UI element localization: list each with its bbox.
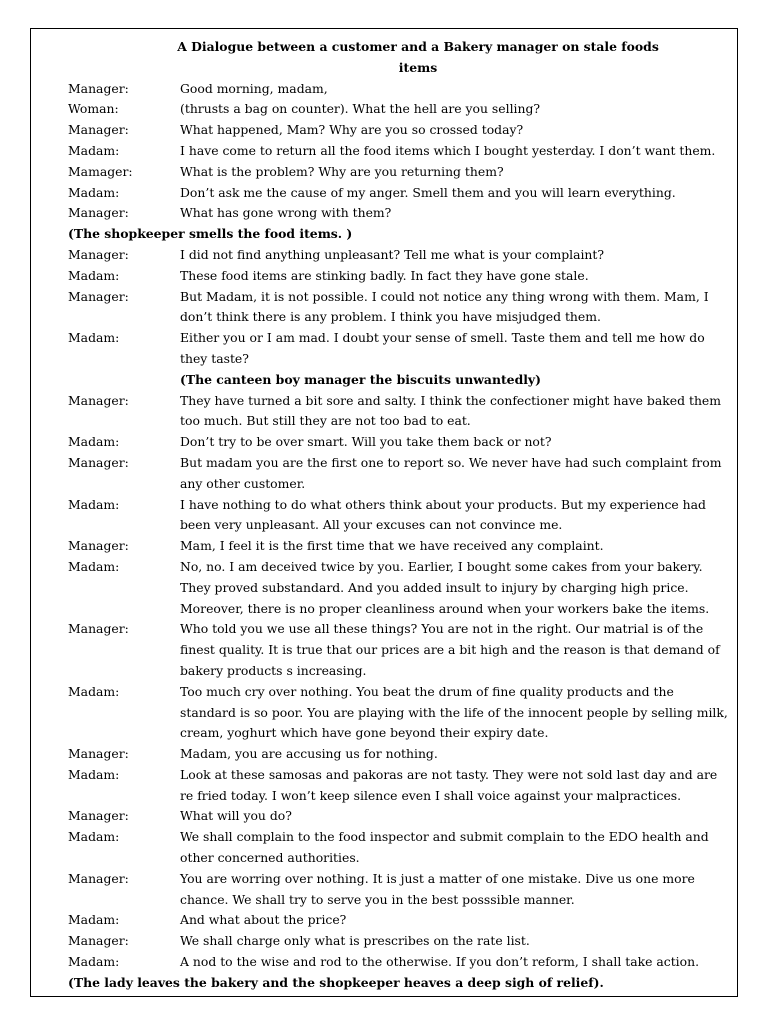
speaker-label: Manager: — [68, 808, 129, 824]
speaker-label: Madam: — [68, 267, 120, 283]
dialogue-line — [38, 744, 728, 765]
speaker-label: Manager: — [68, 205, 129, 221]
speech-text: You are worring over nothing. It is just a matter of one mistake. Dive us one more chance. We shall try to serve you in the best posssible manner. — [180, 870, 695, 907]
speaker-label: Madam: — [68, 954, 120, 970]
speech-text: No, no. I am deceived twice by you. Earlier, I bought some cakes from your bakery. They proved substandard. And you added insult to injury by charging high price. Moreover, there is no proper cleanliness around when your workers bake the items. — [180, 558, 710, 616]
speech-text: I did not find anything unpleasant? Tell me what is your complaint? — [180, 246, 605, 262]
speaker-label: Madam: — [68, 912, 120, 928]
speaker-label: Madam: — [68, 766, 120, 782]
dialogue-line — [38, 183, 728, 204]
speaker-label: Mamager: — [68, 163, 133, 179]
speech-text: Either you or I am mad. I doubt your sense of smell. Taste them and tell me how do they taste? — [180, 330, 705, 366]
stage-direction: (The lady leaves the bakery and the shopkeeper heaves a deep sigh of relief). — [68, 974, 604, 990]
dialogue-document — [38, 37, 728, 994]
speech-text: Look at these samosas and pakoras are not tasty. They were not sold last day and are re fried today. I won’t keep silence even I shall voice against your malpractices. — [180, 766, 718, 803]
dialogue-line — [38, 806, 728, 827]
dialogue-line — [38, 827, 728, 869]
speaker-label: Woman: — [68, 101, 119, 117]
dialogue-line — [38, 432, 728, 453]
dialogue-line — [38, 370, 728, 391]
speaker-label: Madam: — [68, 496, 120, 512]
speech-text: (The canteen boy manager the biscuits unwantedly) — [180, 371, 541, 387]
speaker-label: Manager: — [68, 122, 129, 138]
speech-text: These food items are stinking badly. In fact they have gone stale. — [180, 267, 589, 283]
speaker-label: Manager: — [68, 621, 129, 637]
dialogue-line — [38, 141, 728, 162]
dialogue-line — [38, 287, 728, 329]
dialogue-line — [38, 245, 728, 266]
speaker-label: Manager: — [68, 870, 129, 886]
dialogue-line — [38, 619, 728, 681]
speech-text: They have turned a bit sore and salty. I think the confectioner might have baked them too much. But still they are not too bad to eat. — [180, 392, 722, 429]
dialogue-line — [38, 79, 728, 100]
speech-text: What will you do? — [180, 808, 292, 824]
dialogue-line — [38, 99, 728, 120]
speaker-label: Manager: — [68, 933, 129, 949]
speech-text: Too much cry over nothing. You beat the drum of fine quality products and the standard is so poor. You are playing with the life of the innocent people by selling milk, cream, yoghurt which have gone beyond their expiry date. — [180, 683, 728, 741]
speaker-label: Manager: — [68, 80, 129, 96]
speaker-label: Manager: — [68, 538, 129, 554]
speech-text: I have come to return all the food items which I bought yesterday. I don’t want them. — [180, 142, 716, 158]
speech-text: What happened, Mam? Why are you so crossed today? — [180, 122, 524, 138]
dialogue-line — [38, 453, 728, 495]
document-title: A Dialogue between a customer and a Bakery manager on stale foods items — [177, 39, 659, 75]
speaker-label: Madam: — [68, 184, 120, 200]
speech-text: Don’t try to be over smart. Will you take them back or not? — [180, 434, 552, 450]
speech-text: Don’t ask me the cause of my anger. Smell them and you will learn everything. — [180, 184, 676, 200]
speaker-label: Manager: — [68, 454, 129, 470]
dialogue-line — [38, 557, 728, 619]
dialogue-line — [38, 869, 728, 911]
speech-text: A nod to the wise and rod to the otherwise. If you don’t reform, I shall take action. — [180, 954, 700, 970]
speaker-label: Madam: — [68, 142, 120, 158]
dialogue-line — [38, 910, 728, 931]
speech-text: Madam, you are accusing us for nothing. — [180, 746, 438, 762]
speech-text: Good morning, madam, — [180, 80, 328, 96]
speaker-label: Madam: — [68, 558, 120, 574]
speech-text: (thrusts a bag on counter). What the hell are you selling? — [180, 101, 541, 117]
speech-text: What is the problem? Why are you returning them? — [180, 163, 504, 179]
dialogue-line — [38, 536, 728, 557]
dialogue-line — [38, 952, 728, 973]
speech-text: Who told you we use all these things? You are not in the right. Our matrial is of the finest quality. It is true that our prices are a bit high and the reason is that demand of bakery products s increasing. — [180, 621, 720, 678]
dialogue-line — [38, 162, 728, 183]
speaker-label: Madam: — [68, 434, 120, 450]
dialogue-lines — [38, 79, 728, 994]
speech-text: What has gone wrong with them? — [180, 205, 392, 221]
speech-text: Mam, I feel it is the first time that we have received any complaint. — [180, 538, 604, 554]
stage-direction: (The shopkeeper smells the food items. ) — [68, 226, 353, 242]
dialogue-line — [38, 266, 728, 287]
speaker-label: Manager: — [68, 746, 129, 762]
dialogue-line — [38, 682, 728, 744]
dialogue-line — [38, 495, 728, 537]
speaker-label: Manager: — [68, 288, 129, 304]
speech-text: But Madam, it is not possible. I could not notice any thing wrong with them. Mam, I don’t think there is any problem. I think you have misjudged them. — [180, 288, 709, 325]
dialogue-line — [38, 120, 728, 141]
speech-text: But madam you are the first one to report so. We never have had such complaint from any other customer. — [180, 454, 722, 491]
dialogue-line — [38, 765, 728, 807]
speech-text: And what about the price? — [180, 912, 347, 928]
dialogue-line — [38, 931, 728, 952]
dialogue-line — [38, 391, 728, 433]
speaker-label: Madam: — [68, 829, 120, 845]
speaker-label: Madam: — [68, 683, 120, 699]
speech-text: I have nothing to do what others think about your products. But my experience had been very unpleasant. All your excuses can not convince me. — [180, 496, 706, 533]
speaker-label: Manager: — [68, 246, 129, 262]
speaker-label: Manager: — [68, 392, 129, 408]
speech-text: We shall charge only what is prescribes on the rate list. — [180, 933, 530, 949]
dialogue-line — [38, 328, 728, 370]
speaker-label: Madam: — [68, 330, 120, 346]
speech-text: We shall complain to the food inspector and submit complain to the EDO health and other concerned authorities. — [180, 829, 709, 866]
dialogue-line — [38, 203, 728, 224]
